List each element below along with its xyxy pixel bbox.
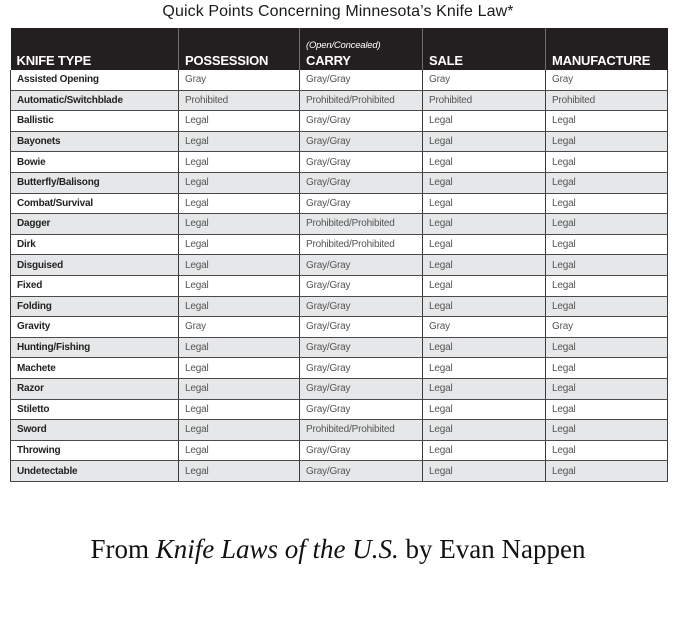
cell-possession: Legal bbox=[179, 214, 300, 235]
cell-manufacture: Legal bbox=[546, 234, 668, 255]
cell-manufacture: Legal bbox=[546, 152, 668, 173]
cell-knife-type: Bowie bbox=[11, 152, 179, 173]
table-row bbox=[11, 131, 668, 152]
column-header-possession bbox=[179, 28, 300, 70]
cell-manufacture: Legal bbox=[546, 358, 668, 379]
table-row bbox=[11, 378, 668, 399]
cell-sale: Prohibited bbox=[423, 90, 546, 111]
cell-possession: Prohibited bbox=[179, 90, 300, 111]
table-row bbox=[11, 296, 668, 317]
cell-sale: Legal bbox=[423, 214, 546, 235]
cell-possession: Legal bbox=[179, 131, 300, 152]
cell-knife-type: Dirk bbox=[11, 234, 179, 255]
cell-carry: Gray/Gray bbox=[300, 440, 423, 461]
cell-manufacture: Legal bbox=[546, 399, 668, 420]
cell-knife-type: Machete bbox=[11, 358, 179, 379]
cell-knife-type: Gravity bbox=[11, 317, 179, 338]
cell-manufacture: Legal bbox=[546, 461, 668, 482]
cell-knife-type: Razor bbox=[11, 378, 179, 399]
cell-possession: Legal bbox=[179, 399, 300, 420]
cell-manufacture: Legal bbox=[546, 255, 668, 276]
caption-prefix: From bbox=[90, 534, 156, 564]
cell-sale: Legal bbox=[423, 234, 546, 255]
column-header-sale bbox=[423, 28, 546, 70]
cell-manufacture: Legal bbox=[546, 378, 668, 399]
header-row bbox=[11, 28, 668, 70]
table-row bbox=[11, 193, 668, 214]
column-label: MANUFACTURE bbox=[552, 53, 651, 68]
caption-book-title: Knife Laws of the U.S. bbox=[155, 534, 399, 564]
cell-carry: Gray/Gray bbox=[300, 131, 423, 152]
table-row bbox=[11, 461, 668, 482]
column-label: KNIFE TYPE bbox=[16, 53, 92, 68]
column-label: POSSESSION bbox=[185, 53, 269, 68]
cell-knife-type: Automatic/Switchblade bbox=[11, 90, 179, 111]
cell-knife-type: Disguised bbox=[11, 255, 179, 276]
cell-manufacture: Legal bbox=[546, 131, 668, 152]
cell-knife-type: Fixed bbox=[11, 275, 179, 296]
caption-suffix: by Evan Nappen bbox=[398, 534, 586, 564]
cell-knife-type: Sword bbox=[11, 420, 179, 441]
cell-possession: Legal bbox=[179, 420, 300, 441]
cell-knife-type: Bayonets bbox=[11, 131, 179, 152]
cell-possession: Legal bbox=[179, 111, 300, 132]
cell-sale: Legal bbox=[423, 420, 546, 441]
cell-sale: Legal bbox=[423, 131, 546, 152]
table-row bbox=[11, 337, 668, 358]
cell-knife-type: Hunting/Fishing bbox=[11, 337, 179, 358]
column-sublabel: (Open/Concealed) bbox=[306, 40, 381, 51]
column-header-manufacture bbox=[546, 28, 668, 70]
table-row bbox=[11, 90, 668, 111]
cell-carry: Gray/Gray bbox=[300, 152, 423, 173]
table-row bbox=[11, 70, 668, 90]
table-row bbox=[11, 111, 668, 132]
cell-manufacture: Gray bbox=[546, 70, 668, 90]
cell-carry: Gray/Gray bbox=[300, 296, 423, 317]
knife-law-table bbox=[10, 28, 668, 482]
cell-possession: Legal bbox=[179, 358, 300, 379]
cell-sale: Legal bbox=[423, 378, 546, 399]
cell-knife-type: Ballistic bbox=[11, 111, 179, 132]
column-header-carry bbox=[300, 28, 423, 70]
cell-sale: Legal bbox=[423, 172, 546, 193]
cell-knife-type: Combat/Survival bbox=[11, 193, 179, 214]
cell-carry: Gray/Gray bbox=[300, 317, 423, 338]
cell-possession: Legal bbox=[179, 275, 300, 296]
cell-possession: Legal bbox=[179, 152, 300, 173]
cell-sale: Legal bbox=[423, 255, 546, 276]
cell-possession: Legal bbox=[179, 193, 300, 214]
cell-possession: Legal bbox=[179, 255, 300, 276]
cell-carry: Gray/Gray bbox=[300, 193, 423, 214]
cell-manufacture: Legal bbox=[546, 420, 668, 441]
table-row bbox=[11, 152, 668, 173]
cell-carry: Gray/Gray bbox=[300, 399, 423, 420]
source-caption bbox=[0, 534, 676, 565]
cell-manufacture: Legal bbox=[546, 193, 668, 214]
cell-carry: Gray/Gray bbox=[300, 111, 423, 132]
cell-possession: Legal bbox=[179, 234, 300, 255]
cell-possession: Legal bbox=[179, 378, 300, 399]
column-label: CARRY bbox=[306, 53, 351, 68]
table-row bbox=[11, 399, 668, 420]
cell-carry: Gray/Gray bbox=[300, 337, 423, 358]
table-row bbox=[11, 317, 668, 338]
cell-knife-type: Assisted Opening bbox=[11, 70, 179, 90]
cell-sale: Legal bbox=[423, 440, 546, 461]
cell-possession: Legal bbox=[179, 461, 300, 482]
table-row bbox=[11, 275, 668, 296]
cell-carry: Prohibited/Prohibited bbox=[300, 234, 423, 255]
cell-manufacture: Legal bbox=[546, 172, 668, 193]
cell-knife-type: Folding bbox=[11, 296, 179, 317]
cell-carry: Gray/Gray bbox=[300, 172, 423, 193]
cell-sale: Legal bbox=[423, 275, 546, 296]
cell-sale: Legal bbox=[423, 399, 546, 420]
table-row bbox=[11, 358, 668, 379]
table-title: Quick Points Concerning Minnesota’s Knife Law* bbox=[162, 3, 514, 20]
cell-manufacture: Legal bbox=[546, 275, 668, 296]
cell-carry: Prohibited/Prohibited bbox=[300, 90, 423, 111]
cell-carry: Gray/Gray bbox=[300, 378, 423, 399]
table-row bbox=[11, 214, 668, 235]
cell-possession: Legal bbox=[179, 172, 300, 193]
cell-sale: Legal bbox=[423, 152, 546, 173]
cell-possession: Gray bbox=[179, 70, 300, 90]
table-row bbox=[11, 234, 668, 255]
column-header-knife-type bbox=[11, 28, 179, 70]
cell-carry: Gray/Gray bbox=[300, 461, 423, 482]
column-label: SALE bbox=[429, 53, 463, 68]
table-row bbox=[11, 172, 668, 193]
cell-manufacture: Legal bbox=[546, 296, 668, 317]
cell-manufacture: Legal bbox=[546, 214, 668, 235]
table-row bbox=[11, 255, 668, 276]
cell-knife-type: Stiletto bbox=[11, 399, 179, 420]
cell-sale: Legal bbox=[423, 337, 546, 358]
cell-carry: Prohibited/Prohibited bbox=[300, 420, 423, 441]
cell-sale: Legal bbox=[423, 296, 546, 317]
cell-carry: Gray/Gray bbox=[300, 275, 423, 296]
cell-knife-type: Dagger bbox=[11, 214, 179, 235]
cell-manufacture: Legal bbox=[546, 440, 668, 461]
cell-sale: Legal bbox=[423, 358, 546, 379]
table-row bbox=[11, 420, 668, 441]
cell-knife-type: Undetectable bbox=[11, 461, 179, 482]
cell-sale: Legal bbox=[423, 111, 546, 132]
cell-manufacture: Prohibited bbox=[546, 90, 668, 111]
cell-knife-type: Butterfly/Balisong bbox=[11, 172, 179, 193]
cell-sale: Gray bbox=[423, 317, 546, 338]
cell-manufacture: Legal bbox=[546, 337, 668, 358]
cell-possession: Gray bbox=[179, 317, 300, 338]
cell-sale: Legal bbox=[423, 461, 546, 482]
cell-carry: Gray/Gray bbox=[300, 255, 423, 276]
cell-possession: Legal bbox=[179, 440, 300, 461]
cell-manufacture: Legal bbox=[546, 111, 668, 132]
cell-knife-type: Throwing bbox=[11, 440, 179, 461]
cell-sale: Legal bbox=[423, 193, 546, 214]
cell-carry: Prohibited/Prohibited bbox=[300, 214, 423, 235]
cell-sale: Gray bbox=[423, 70, 546, 90]
cell-possession: Legal bbox=[179, 337, 300, 358]
cell-manufacture: Gray bbox=[546, 317, 668, 338]
cell-carry: Gray/Gray bbox=[300, 70, 423, 90]
table-row bbox=[11, 440, 668, 461]
cell-carry: Gray/Gray bbox=[300, 358, 423, 379]
cell-possession: Legal bbox=[179, 296, 300, 317]
